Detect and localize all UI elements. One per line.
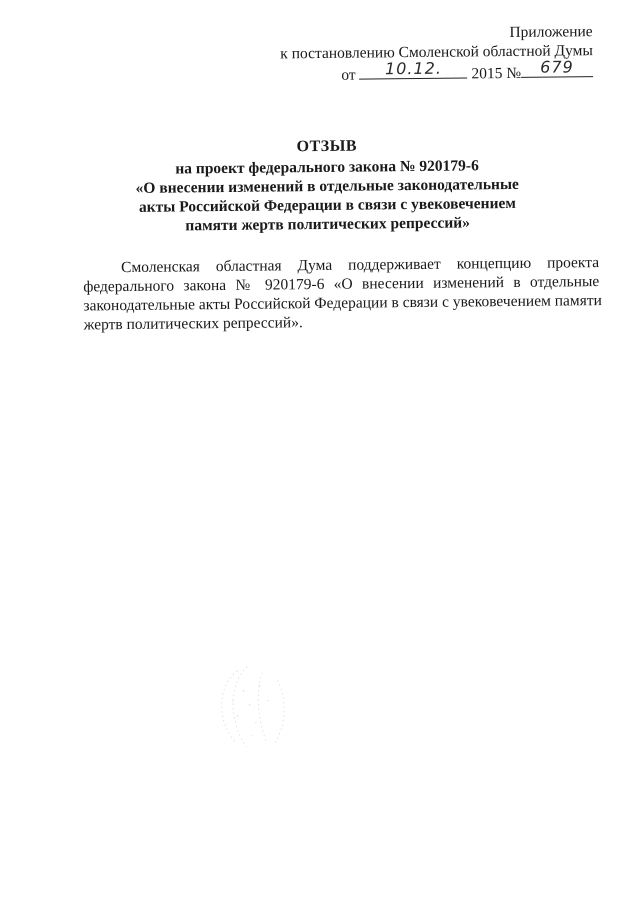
body-line: Смоленская областная Дума поддерживает концепцию проекта bbox=[120, 254, 600, 277]
resolution-reference: к постановлению Смоленской областной Думы bbox=[280, 42, 593, 63]
number-blank bbox=[521, 57, 593, 78]
handwritten-date: 10.12. bbox=[384, 58, 442, 79]
date-number-row bbox=[341, 57, 593, 85]
title-block bbox=[107, 135, 548, 237]
body-line: жертв политических репрессий». bbox=[83, 314, 303, 334]
handwritten-number: 679 bbox=[540, 57, 574, 77]
body-line: федерального закона № 920179-6 «О внесении изменений в отдельные bbox=[83, 273, 600, 296]
subtitle-line: на проект федерального закона № 920179-6 bbox=[175, 157, 479, 178]
document-title: ОТЗЫВ bbox=[296, 137, 358, 156]
appendix-label: Приложение bbox=[509, 23, 593, 41]
year: 2015 bbox=[471, 65, 503, 83]
subtitle-line: памяти жертв политических репрессий» bbox=[185, 214, 471, 235]
faint-stamp-mark bbox=[207, 660, 318, 756]
number-sign: № bbox=[506, 64, 522, 83]
subtitle-line: акты Российской Федерации в связи с увековечением bbox=[138, 194, 517, 216]
date-blank bbox=[359, 58, 467, 79]
body-paragraph bbox=[83, 253, 600, 334]
date-prefix: от bbox=[341, 66, 356, 84]
subtitle-line: «О внесении изменений в отдельные законодательные bbox=[135, 175, 519, 197]
body-line: законодательные акты Российской Федерации в связи с увековечением памяти bbox=[83, 292, 602, 315]
